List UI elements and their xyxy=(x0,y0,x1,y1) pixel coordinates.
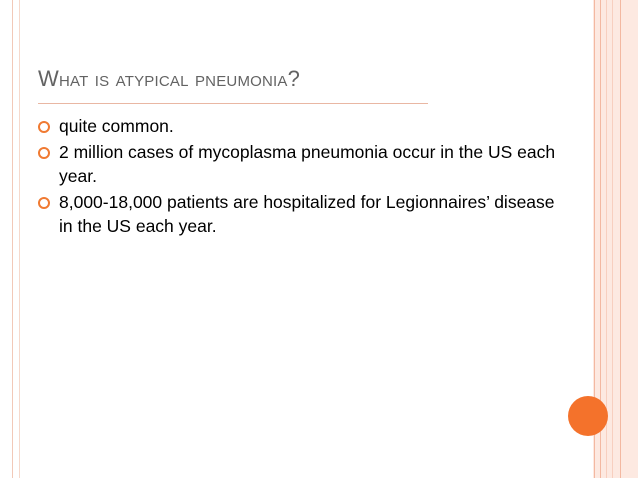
ring-bullet-icon xyxy=(38,147,50,159)
right-decor-line xyxy=(612,0,613,478)
bullet-list xyxy=(38,114,568,240)
title-divider xyxy=(38,103,428,104)
bullet-item xyxy=(38,140,568,188)
bullet-item xyxy=(38,190,568,238)
right-decor-line xyxy=(606,0,607,478)
bullet-text: quite common. xyxy=(59,116,174,136)
slide-title: What is atypical pneumonia? xyxy=(38,66,301,91)
left-decor-line xyxy=(19,0,20,478)
bullet-text: 2 million cases of mycoplasma pneumonia occur in the US each year. xyxy=(59,142,556,186)
right-decor-line xyxy=(620,0,621,478)
bullet-item xyxy=(38,114,568,138)
ring-bullet-icon xyxy=(38,197,50,209)
ring-bullet-icon xyxy=(38,121,50,133)
left-decor-line xyxy=(12,0,13,478)
bullet-text: 8,000-18,000 patients are hospitalized for Legionnaires’ disease in the US each year. xyxy=(59,192,555,236)
orange-circle-decoration xyxy=(568,396,608,436)
